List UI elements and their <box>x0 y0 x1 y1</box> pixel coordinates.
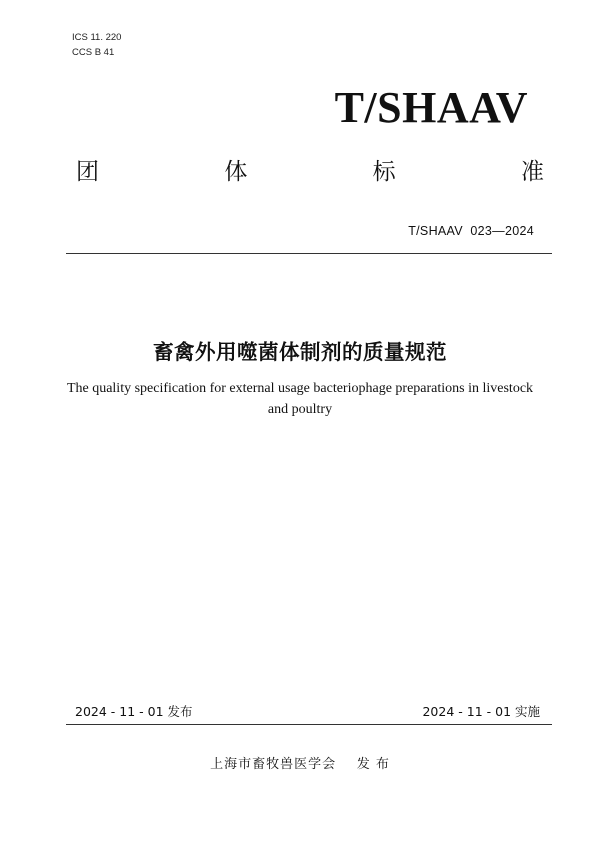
standard-number: T/SHAAV 023—2024 <box>408 224 534 238</box>
issue-date: 2024 - 11 - 01 发布 <box>75 704 193 719</box>
title-english <box>60 378 540 420</box>
ccs-code: CCS B 41 <box>72 47 115 58</box>
implement-date: 2024 - 11 - 01 实施 <box>422 704 540 719</box>
standard-type-char: 团 <box>76 159 99 185</box>
publisher-org: 上海市畜牧兽医学会 <box>210 757 337 772</box>
classification-codes <box>72 30 121 60</box>
title-english-line: The quality specification for external usage bacteriophage preparations in livestock <box>66 381 534 396</box>
title-chinese: 畜禽外用噬菌体制剂的质量规范 <box>153 340 447 364</box>
standard-type-char: 准 <box>520 159 544 185</box>
publisher-action: 发 布 <box>356 757 390 772</box>
standard-series-code: T/SHAAV <box>334 83 528 132</box>
top-divider <box>66 253 552 254</box>
publisher-line <box>0 755 600 775</box>
ics-code: ICS 11. 220 <box>72 32 122 43</box>
standard-type-heading <box>76 157 544 187</box>
standard-type-char: 标 <box>372 159 396 185</box>
bottom-divider <box>66 724 552 725</box>
standard-type-char: 体 <box>224 159 248 185</box>
title-english-line: and poultry <box>267 402 333 417</box>
